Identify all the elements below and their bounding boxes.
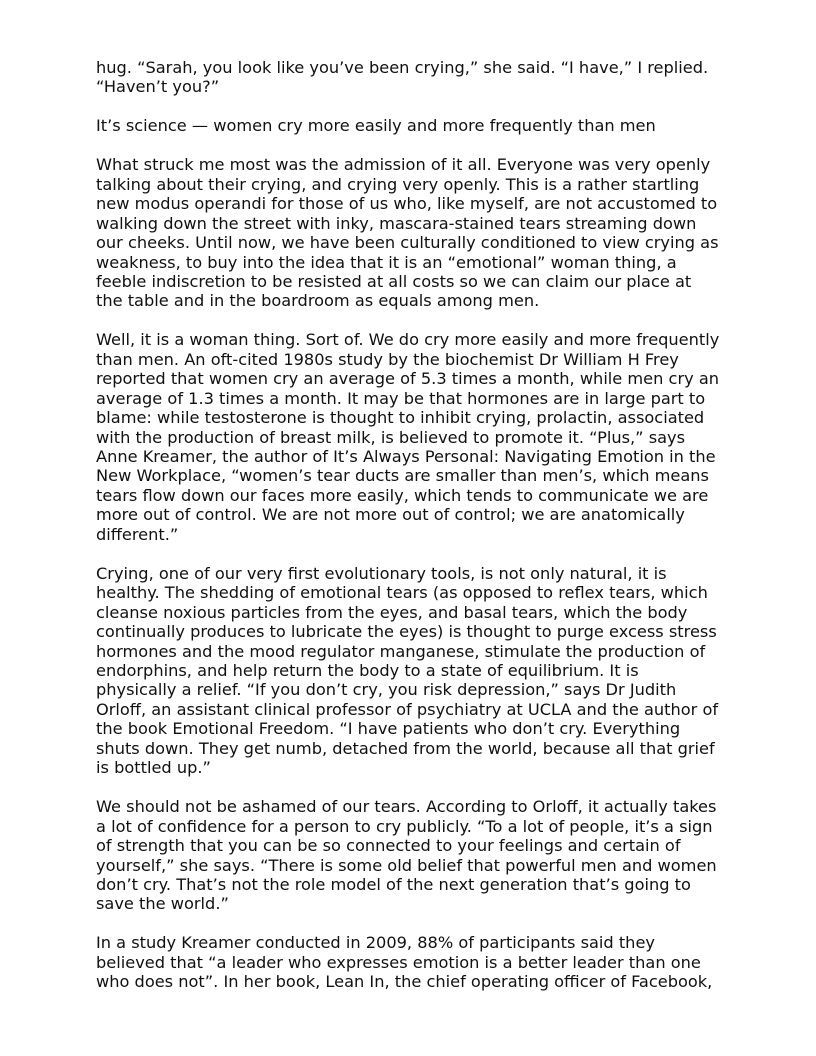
section-heading: It’s science — women cry more easily and more frequently than men — [96, 116, 656, 136]
paragraph: In a study Kreamer conducted in 2009, 88% of participants said they believed that “a leader who expresses emotion is a better leader than one who does not”. In her book, Lean In, the chief operating officer of Facebook, — [96, 933, 713, 992]
paragraph-continuation: hug. “Sarah, you look like you’ve been crying,” she said. “I have,” I replied. “Haven’t you?” — [96, 58, 709, 97]
article-body — [96, 58, 722, 992]
paragraph: Crying, one of our very first evolutionary tools, is not only natural, it is healthy. The shedding of emotional tears (as opposed to reflex tears, which cleanse noxious particles from the eyes, and basal tears, which the body continually produces to lubricate the eyes) is thought to purge excess stress hormones and the mood regulator manganese, stimulate the production of endorphins, and help return the body to a state of equilibrium. It is physically a relief. “If you don’t cry, you risk depression,” says Dr Judith Orloff, an assistant clinical professor of psychiatry at UCLA and the author of the book Emotional Freedom. “I have patients who don’t cry. Everything shuts down. They get numb, detached from the world, because all that grief is bottled up.” — [96, 563, 719, 778]
paragraph: We should not be ashamed of our tears. According to Orloff, it actually takes a lot of confidence for a person to cry publicly. “To a lot of people, it’s a sign of strength that you can be so connected to your feelings and certain of yourself,” she says. “There is some old belief that powerful men and women don’t cry. That’s not the role model of the next generation that’s going to save the world.” — [96, 797, 717, 914]
paragraph: What struck me most was the admission of it all. Everyone was very openly talking about their crying, and crying very openly. This is a rather startling new modus operandi for those of us who, like myself, are not accustomed to walking down the street with inky, mascara-stained tears streaming down our cheeks. Until now, we have been culturally conditioned to view crying as weakness, to buy into the idea that it is an “emotional” woman thing, a feeble indiscretion to be resisted at all costs so we can claim our place at the table and in the boardroom as equals among men. — [96, 155, 719, 311]
paragraph: Well, it is a woman thing. Sort of. We do cry more easily and more frequently than men. An oft-cited 1980s study by the biochemist Dr William H Frey reported that women cry an average of 5.3 times a month, while men cry an average of 1.3 times a month. It may be that hormones are in large part to blame: while testosterone is thought to inhibit crying, prolactin, associated with the production of breast milk, is believed to promote it. “Plus,” says Anne Kreamer, the author of It’s Always Personal: Navigating Emotion in the New Workplace, “women’s tear ducts are smaller than men’s, which means tears flow down our faces more easily, which tends to communicate we are more out of control. We are not more out of control; we are anatomically different.” — [96, 330, 720, 544]
